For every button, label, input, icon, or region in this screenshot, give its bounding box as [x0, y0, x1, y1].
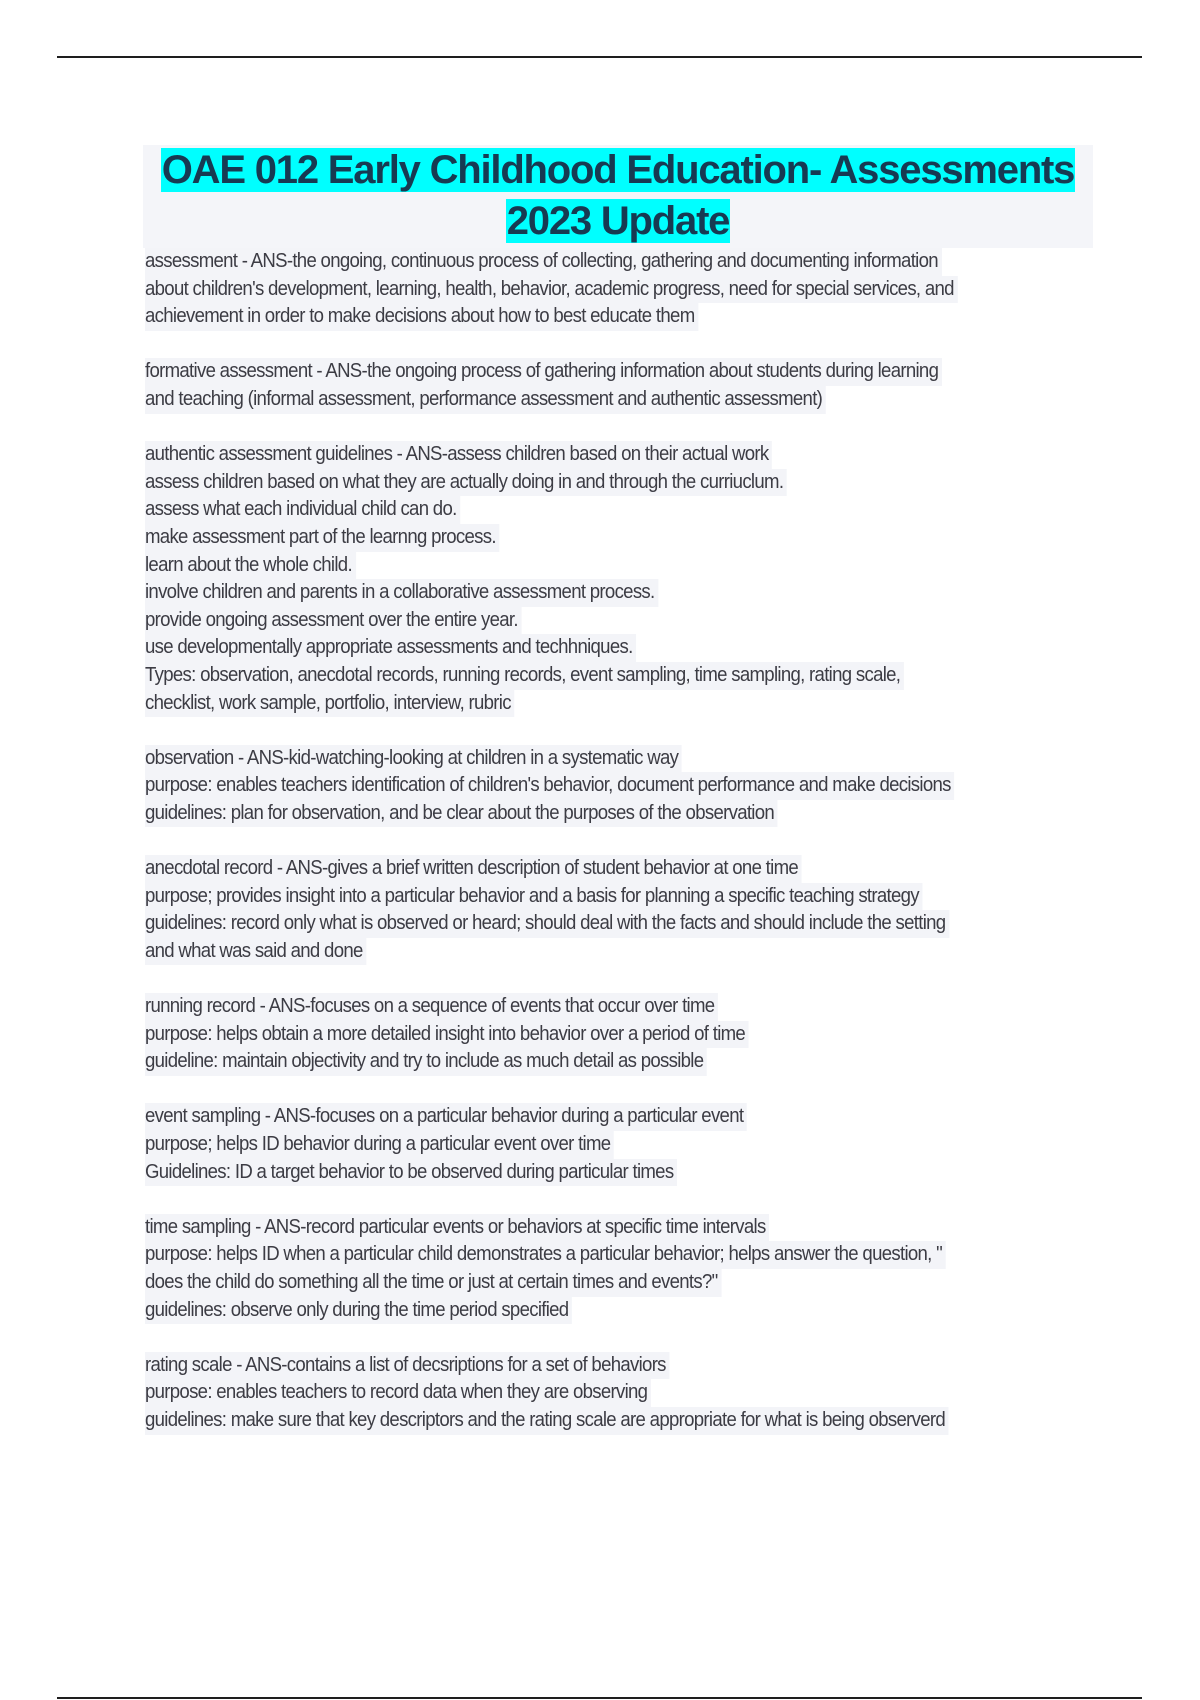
entry-line: purpose: enables teachers identification of children's behavior, document performance and make decisions	[145, 772, 954, 800]
entry-line: about children's development, learning, health, behavior, academic progress, need for special services, and	[145, 276, 958, 304]
entry-running-record	[145, 993, 1105, 1076]
entry-line: involve children and parents in a collaborative assessment process.	[145, 579, 658, 607]
entry-formative-assessment	[145, 358, 1105, 413]
entry-line: learn about the whole child.	[145, 552, 356, 580]
entry-line: use developmentally appropriate assessments and techhniques.	[145, 634, 636, 662]
entry-observation	[145, 745, 1105, 828]
entry-line: does the child do something all the time or just at certain times and events?"	[145, 1269, 721, 1297]
entry-line: guideline: maintain objectivity and try to include as much detail as possible	[145, 1048, 707, 1076]
entry-event-sampling	[145, 1103, 1105, 1186]
entry-line: and teaching (informal assessment, performance assessment and authentic assessment)	[145, 386, 826, 414]
document-title	[143, 145, 1093, 248]
entry-line: assess children based on what they are actually doing in and through the curriuclum.	[145, 469, 787, 497]
entry-line: achievement in order to make decisions about how to best educate them	[145, 303, 698, 331]
entry-line: guidelines: observe only during the time period specified	[145, 1297, 572, 1325]
entry-line: Types: observation, anecdotal records, running records, event sampling, time sampling, rating scale,	[145, 662, 904, 690]
entry-assessment	[145, 248, 1105, 331]
entry-line: and what was said and done	[145, 938, 366, 966]
footer-rule	[57, 1697, 1142, 1699]
entry-line: purpose; provides insight into a particular behavior and a basis for planning a specific teaching strategy	[145, 883, 923, 911]
title-line-2: 2023 Update	[506, 199, 730, 243]
entry-line: checklist, work sample, portfolio, interview, rubric	[145, 690, 515, 718]
entry-line: make assessment part of the learnng process.	[145, 524, 500, 552]
header-rule	[57, 56, 1142, 58]
entry-line: rating scale - ANS-contains a list of decsriptions for a set of behaviors	[145, 1352, 670, 1380]
entry-line: authentic assessment guidelines - ANS-assess children based on their actual work	[145, 441, 772, 469]
entry-line: purpose: enables teachers to record data when they are observing	[145, 1379, 651, 1407]
entry-line: guidelines: record only what is observed or heard; should deal with the facts and should include the setting	[145, 910, 949, 938]
entry-line: guidelines: plan for observation, and be clear about the purposes of the observation	[145, 800, 778, 828]
entry-rating-scale	[145, 1352, 1105, 1435]
entry-time-sampling	[145, 1214, 1105, 1324]
title-line-1: OAE 012 Early Childhood Education- Assessments	[161, 148, 1075, 192]
entry-line: purpose: helps obtain a more detailed insight into behavior over a period of time	[145, 1021, 749, 1049]
entry-line: purpose; helps ID behavior during a particular event over time	[145, 1131, 614, 1159]
entry-line: formative assessment - ANS-the ongoing process of gathering information about students during learning	[145, 358, 942, 386]
entry-anecdotal-record	[145, 855, 1105, 965]
entry-line: anecdotal record - ANS-gives a brief written description of student behavior at one time	[145, 855, 802, 883]
entry-line: guidelines: make sure that key descriptors and the rating scale are appropriate for what is being observerd	[145, 1407, 949, 1435]
entry-line: purpose: helps ID when a particular child demonstrates a particular behavior; helps answer the question, "	[145, 1241, 946, 1269]
entry-line: Guidelines: ID a target behavior to be observed during particular times	[145, 1159, 677, 1187]
entry-line: running record - ANS-focuses on a sequence of events that occur over time	[145, 993, 718, 1021]
document-body	[145, 248, 1105, 1435]
entry-line: assessment - ANS-the ongoing, continuous process of collecting, gathering and documenting information	[145, 248, 942, 276]
entry-line: provide ongoing assessment over the entire year.	[145, 607, 522, 635]
entry-line: observation - ANS-kid-watching-looking at children in a systematic way	[145, 745, 682, 773]
entry-line: time sampling - ANS-record particular events or behaviors at specific time intervals	[145, 1214, 769, 1242]
entry-authentic-assessment-guidelines	[145, 441, 1105, 717]
entry-line: assess what each individual child can do.	[145, 496, 460, 524]
entry-line: event sampling - ANS-focuses on a particular behavior during a particular event	[145, 1103, 747, 1131]
